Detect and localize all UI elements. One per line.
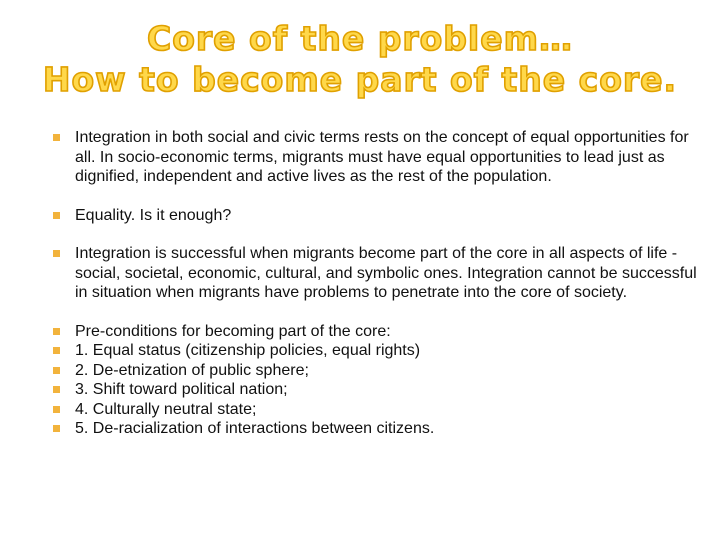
list-item-text: Equality. Is it enough? bbox=[75, 206, 232, 224]
bullet-list bbox=[50, 128, 710, 439]
list-item-text: 2. De-etnization of public sphere; bbox=[75, 361, 309, 379]
list-item-text: Integration is successful when migrants become part of the core in all aspects of life - social, societal, economic, cultural, and symbolic ones. Integration cannot be successful in situation when migrants have problems to penetrate into the core of society. bbox=[75, 245, 697, 301]
square-bullet-icon bbox=[53, 386, 60, 393]
list-item bbox=[50, 128, 710, 187]
square-bullet-icon bbox=[53, 425, 60, 432]
list-item bbox=[50, 361, 710, 381]
square-bullet-icon bbox=[53, 347, 60, 354]
square-bullet-icon bbox=[53, 406, 60, 413]
square-bullet-icon bbox=[53, 367, 60, 374]
list-item bbox=[50, 206, 710, 226]
list-item bbox=[50, 400, 710, 420]
title-line-2: How to become part of the core. bbox=[42, 60, 678, 99]
list-item-text: Integration in both social and civic terms rests on the concept of equal opportunities for all. In socio-economic terms, migrants must have equal opportunities to lead just as dignified, independent and active lives as the rest of the population. bbox=[75, 129, 689, 185]
list-item-text: 5. De-racialization of interactions between citizens. bbox=[75, 420, 435, 437]
list-item bbox=[50, 380, 710, 400]
square-bullet-icon bbox=[53, 250, 60, 257]
slide-title bbox=[0, 18, 720, 100]
list-item bbox=[50, 322, 710, 342]
title-line-1: Core of the problem… bbox=[147, 19, 573, 58]
square-bullet-icon bbox=[53, 328, 60, 335]
square-bullet-icon bbox=[53, 212, 60, 219]
list-item bbox=[50, 341, 710, 361]
list-item-text: 3. Shift toward political nation; bbox=[75, 381, 288, 398]
list-item-text: Pre-conditions for becoming part of the core: bbox=[75, 322, 391, 340]
list-item-text: 1. Equal status (citizenship policies, equal rights) bbox=[75, 342, 421, 359]
list-item bbox=[50, 419, 710, 439]
list-item-text: 4. Culturally neutral state; bbox=[75, 400, 257, 418]
list-item bbox=[50, 244, 710, 303]
square-bullet-icon bbox=[53, 134, 60, 141]
